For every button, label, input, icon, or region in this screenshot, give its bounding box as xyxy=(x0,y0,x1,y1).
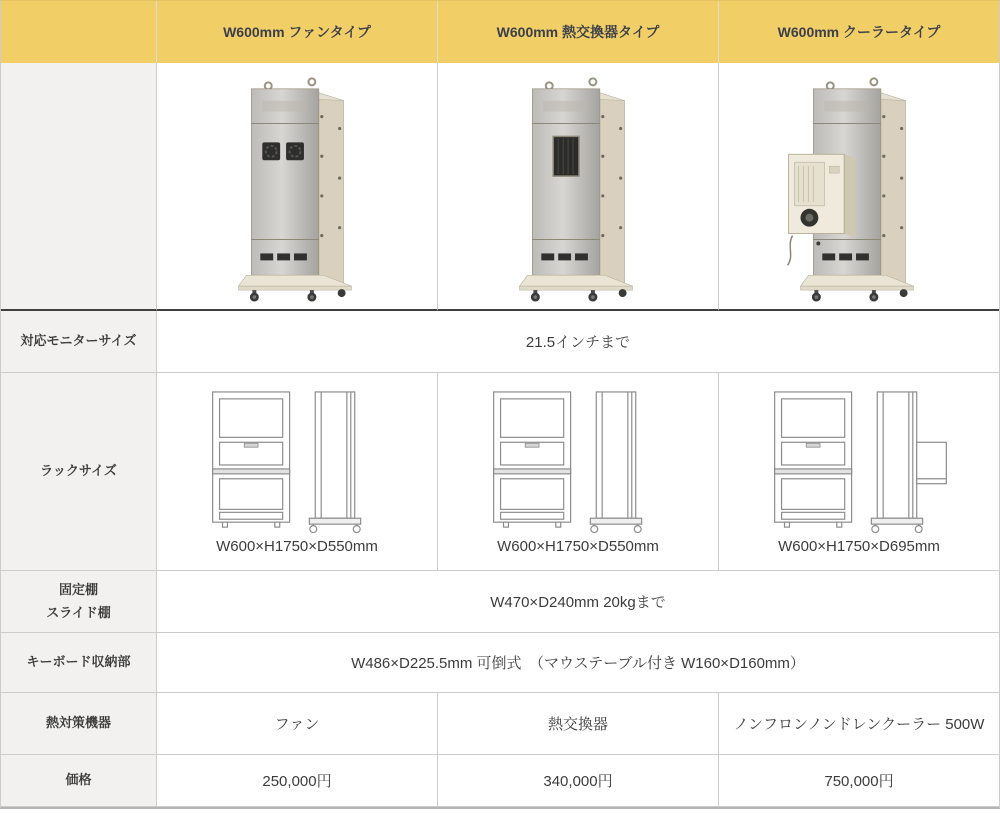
row-heat-equipment xyxy=(1,693,999,755)
product-image-cell-fan xyxy=(157,63,438,311)
row-label-keyboard: キーボード収納部 xyxy=(1,633,157,693)
row-label-rack-size: ラックサイズ xyxy=(1,373,157,571)
row-rack-size xyxy=(1,373,999,571)
product-image-cell-cooler xyxy=(719,63,999,311)
table-header-row xyxy=(1,1,999,63)
fan-type-cabinet-photo xyxy=(222,67,372,305)
column-header-fan-type: W600mm ファンタイプ xyxy=(157,1,438,63)
rack-size-cell-cooler xyxy=(719,373,999,571)
shelf-label-line2: スライド棚 xyxy=(46,604,111,620)
rack-dimensions: W600×H1750×D550mm xyxy=(216,538,378,555)
heat-equipment-heat-exchanger: 熱交換器 xyxy=(438,693,719,755)
image-row-label-cell xyxy=(1,63,157,311)
row-label-heat-equipment: 熱対策機器 xyxy=(1,693,157,755)
shelf-value: W470×D240mm 20kgまで xyxy=(157,571,999,633)
product-image-row xyxy=(1,63,999,311)
rack-dimensions: W600×H1750×D695mm xyxy=(778,538,940,555)
rack-outline-diagram xyxy=(476,388,681,536)
cooler-type-cabinet-photo xyxy=(784,67,934,305)
rack-outline-diagram xyxy=(195,388,400,536)
shelf-label-line1: 固定棚 xyxy=(58,582,98,598)
row-monitor-size xyxy=(1,311,999,373)
product-image-cell-heat-exchanger xyxy=(438,63,719,311)
price-fan-type: 250,000円 xyxy=(157,755,438,807)
price-cooler-type: 750,000円 xyxy=(719,755,999,807)
heat-exchanger-type-cabinet-photo xyxy=(503,67,653,305)
heat-equipment-cooler: ノンフロンノンドレンクーラー 500W xyxy=(719,693,999,755)
column-header-cooler-type: W600mm クーラータイプ xyxy=(719,1,999,63)
row-label-monitor-size: 対応モニターサイズ xyxy=(1,311,157,373)
rack-size-cell-fan xyxy=(157,373,438,571)
rack-size-cell-heat-exchanger xyxy=(438,373,719,571)
monitor-size-value: 21.5インチまで xyxy=(157,311,999,373)
row-price xyxy=(1,755,999,807)
keyboard-value: W486×D225.5mm 可倒式 （マウステーブル付き W160×D160mm） xyxy=(157,633,999,693)
row-keyboard xyxy=(1,633,999,693)
column-header-heat-exchanger-type: W600mm 熱交換器タイプ xyxy=(438,1,719,63)
rack-outline-diagram-with-cooler xyxy=(757,388,962,536)
price-heat-exchanger-type: 340,000円 xyxy=(438,755,719,807)
header-corner-cell xyxy=(1,1,157,63)
row-label-price: 価格 xyxy=(1,755,157,807)
row-label-shelf xyxy=(1,571,157,633)
heat-equipment-fan: ファン xyxy=(157,693,438,755)
row-shelf xyxy=(1,571,999,633)
rack-dimensions: W600×H1750×D550mm xyxy=(497,538,659,555)
